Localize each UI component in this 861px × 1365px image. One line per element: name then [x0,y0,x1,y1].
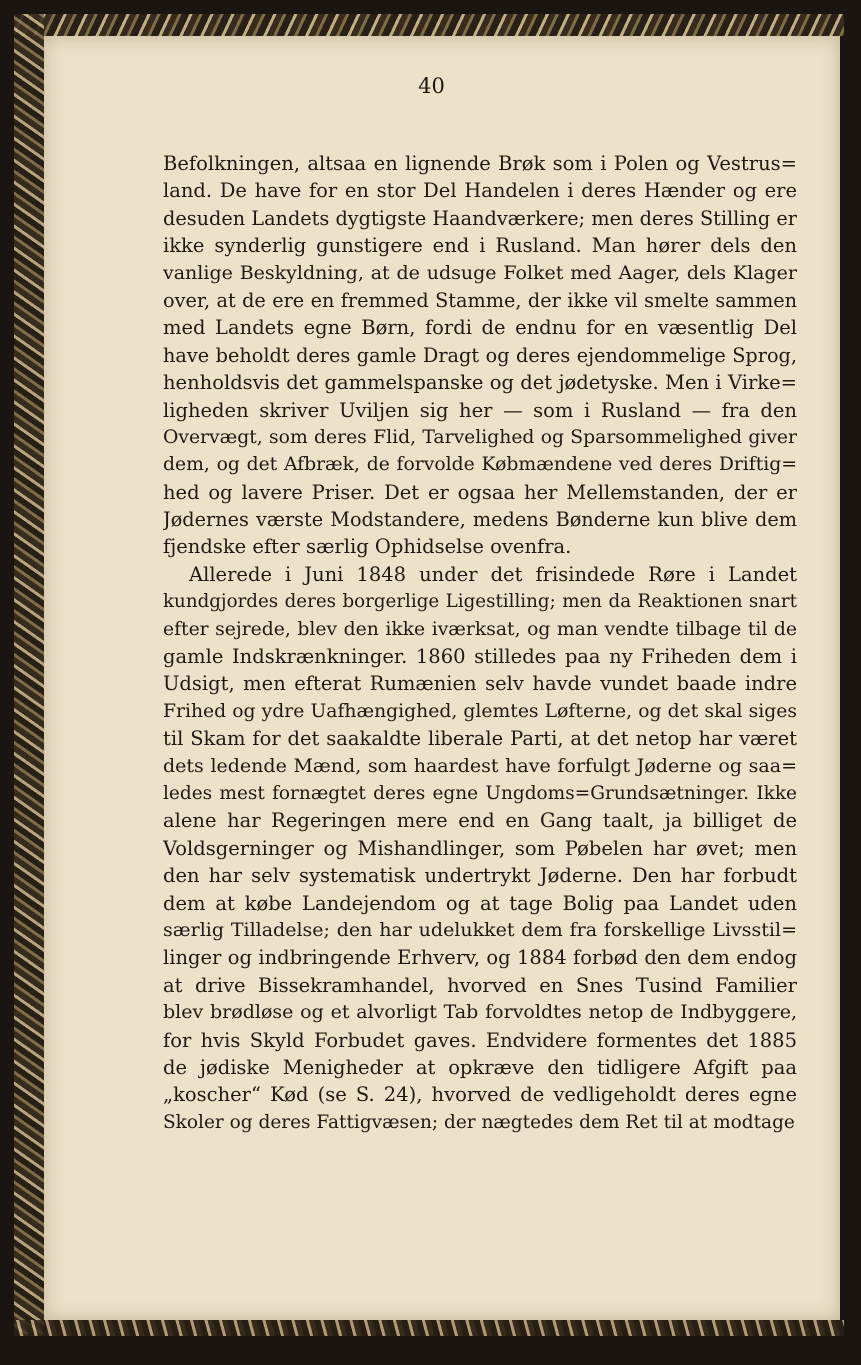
text-line: gamle Indskrænkninger. 1860 stilledes paa ny Friheden dem i [163,645,797,669]
text-line: Overvægt, som deres Flid, Tarvelighed og Sparsommelighed giver [163,426,797,448]
text-line: dem, og det Afbræk, de forvolde Købmændene ved deres Driftig= [163,454,797,476]
text-line: Voldsgerninger og Mishandlinger, som Pøbelen har øvet; men [163,836,797,860]
marbled-edge-top [14,14,844,36]
text-line: Frihed og ydre Uafhængighed, glemtes Løfterne, og det skal siges [163,700,797,722]
text-line: de jødiske Menigheder at opkræve den tidligere Afgift paa [163,1055,797,1079]
text-line: dem at købe Landejendom og at tage Bolig paa Landet uden [163,891,797,915]
text-line: Allerede i Juni 1848 under det frisindede Røre i Landet [189,562,797,586]
text-line: hed og lavere Priser. Det er ogsaa her Mellemstanden, der er [163,480,797,504]
text-line: over, at de ere en fremmed Stamme, der ikke vil smelte sammen [163,288,797,312]
text-line: fjendske efter særlig Ophidselse ovenfra. [163,535,572,559]
marbled-edge-bottom [14,1320,844,1336]
text-line: henholdsvis det gammelspanske og det jødetyske. Men i Virke= [163,371,797,395]
text-line: til Skam for det saakaldte liberale Parti, at det netop har været [163,727,797,751]
text-line: særlig Tilladelse; den har udelukket dem fra forskellige Livsstil= [163,918,797,941]
text-line: ligheden skriver Uviljen sig her — som i Rusland — fra den [163,398,797,422]
text-line: land. De have for en stor Del Handelen i deres Hænder og ere [163,179,797,203]
text-line: blev brødløse og et alvorligt Tab forvoldtes netop de Indbyggere, [163,1001,797,1024]
text-line: alene har Regeringen mere end en Gang taalt, ja billiget de [163,809,797,833]
text-line: for hvis Skyld Forbudet gaves. Endvidere formentes det 1885 [163,1028,797,1052]
text-line: desuden Landets dygtigste Haandværkere; men deres Stilling er [163,206,797,230]
text-line: ledes mest fornægtet deres egne Ungdoms=Grundsætninger. Ikke [163,782,797,804]
marbled-edge-left [14,14,44,1334]
text-line: linger og indbringende Erhverv, og 1884 forbød den dem endog [163,946,797,970]
text-line: vanlige Beskyldning, at de udsuge Folket med Aager, dels Klager [163,261,797,284]
text-line: dets ledende Mænd, som haardest have forfulgt Jøderne og saa= [163,754,797,777]
text-line: Befolkningen, altsaa en lignende Brøk som i Polen og Vestrus= [163,152,797,175]
text-line: efter sejrede, blev den ikke iværksat, og man vendte tilbage til de [163,618,797,640]
text-line: „koscher“ Kød (se S. 24), hvorved de vedligeholdt deres egne [163,1083,797,1107]
text-line: at drive Bissekramhandel, hvorved en Snes Tusind Familier [163,973,797,997]
text-line: Udsigt, men efterat Rumænien selv havde vundet baade indre [163,672,797,696]
text-line: have beholdt deres gamle Dragt og deres ejendommelige Sprog, [163,343,797,367]
page-number: 40 [418,74,445,98]
text-line: den har selv systematisk undertrykt Jøderne. Den har forbudt [163,864,797,888]
text-line: med Landets egne Børn, fordi de endnu for en væsentlig Del [163,316,797,340]
text-line: Skoler og deres Fattigvæsen; der nægtedes dem Ret til at modtage [163,1111,795,1133]
text-line: kundgjordes deres borgerlige Ligestilling; men da Reaktionen snart [163,591,797,613]
text-line: ikke synderlig gunstigere end i Rusland. Man hører dels den [163,234,797,258]
text-line: Jødernes værste Modstandere, medens Bønderne kun blive dem [163,508,797,532]
body-text [163,150,797,1136]
